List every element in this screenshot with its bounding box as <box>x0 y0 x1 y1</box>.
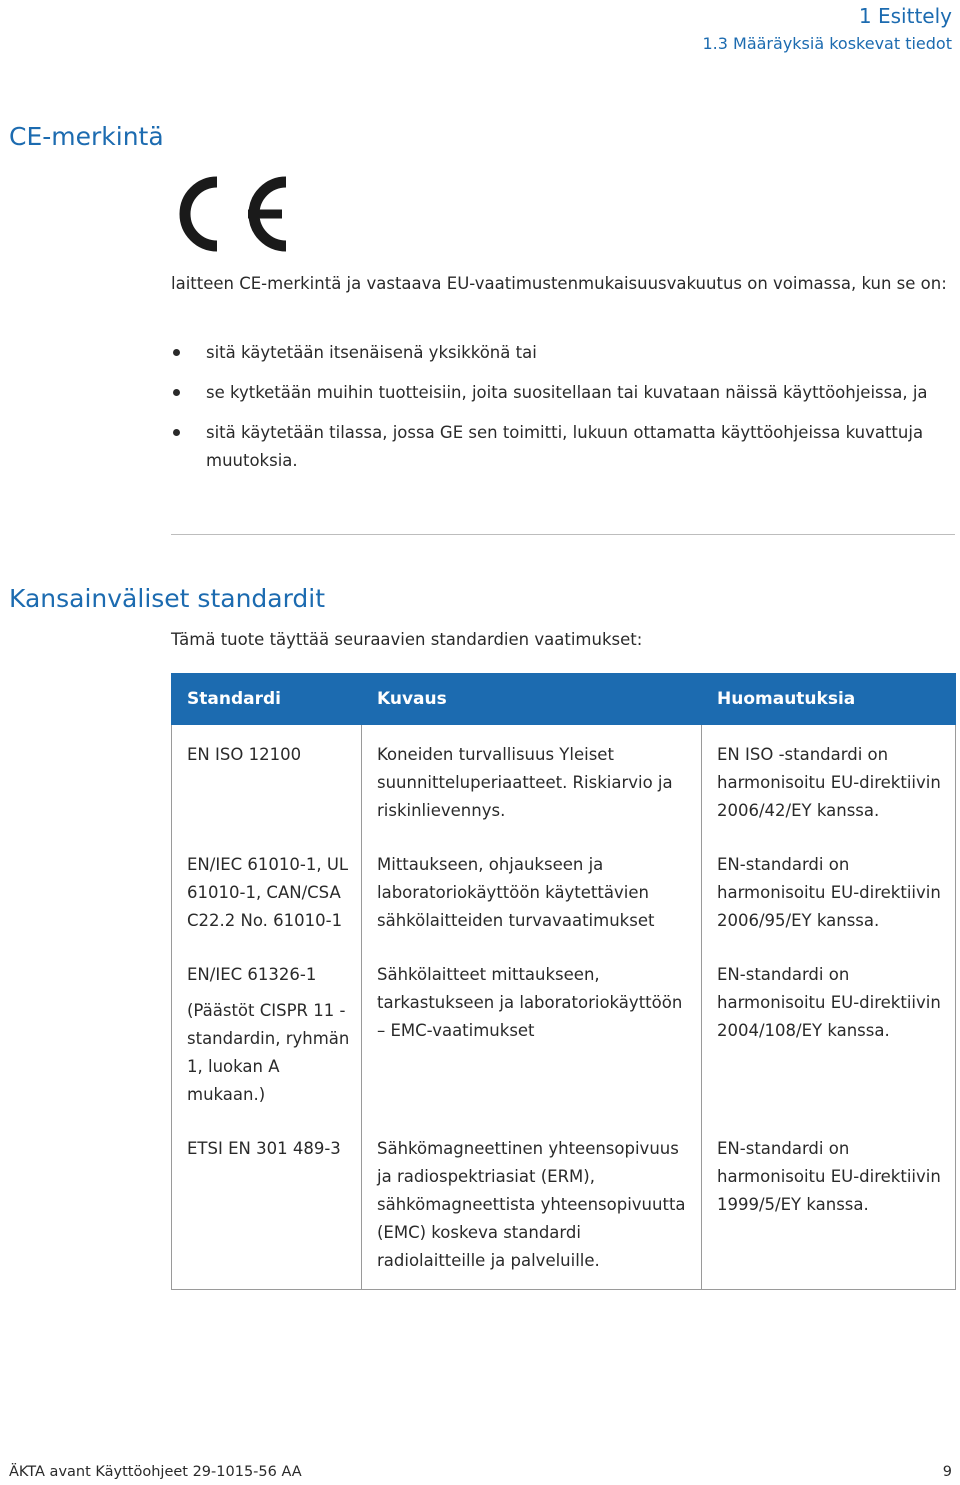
standard-code: EN/IEC 61326-1 <box>187 965 317 984</box>
cell-remarks: EN-standardi on harmonisoitu EU-direktiivin 2006/95/EY kanssa. <box>702 835 956 945</box>
standards-section-title: Kansainväliset standardit <box>9 584 326 613</box>
cell-remarks: EN-standardi on harmonisoitu EU-direktiivin 2004/108/EY kanssa. <box>702 945 956 1119</box>
table-row <box>172 725 956 836</box>
ce-conditions-list <box>171 339 956 475</box>
ce-section-title: CE-merkintä <box>9 122 164 151</box>
ce-mark-icon <box>170 170 292 258</box>
list-item: se kytketään muihin tuotteisiin, joita suositellaan tai kuvataan näissä käyttöohjeissa, ja <box>171 379 956 407</box>
standards-table <box>171 673 956 1290</box>
ce-mark-e-bar <box>248 210 282 219</box>
table-row <box>172 945 956 1119</box>
cell-description: Mittaukseen, ohjaukseen ja laboratoriokäyttöön käytettävien sähkölaitteiden turvavaatimukset <box>362 835 702 945</box>
table-header-row <box>172 674 956 725</box>
footer-manual-title: ÄKTA avant Käyttöohjeet 29-1015-56 AA <box>9 1464 302 1480</box>
chapter-heading: 1 Esittely <box>858 4 952 28</box>
column-header-standard: Standardi <box>172 674 362 725</box>
cell-description: Sähkömagneettinen yhteensopivuus ja radiospektriasiat (ERM), sähkömagneettista yhteensopivuutta (EMC) koskeva standardi radiolaitteille ja palveluille. <box>362 1119 702 1290</box>
page-number: 9 <box>942 1464 952 1480</box>
ce-mark-c <box>185 182 217 246</box>
standard-code: ETSI EN 301 489-3 <box>187 1139 341 1158</box>
cell-remarks: EN ISO -standardi on harmonisoitu EU-direktiivin 2006/42/EY kanssa. <box>702 725 956 836</box>
standard-code: EN ISO 12100 <box>187 745 302 764</box>
cell-standard <box>172 945 362 1119</box>
standards-intro-text: Tämä tuote täyttää seuraavien standardien vaatimukset: <box>171 630 643 649</box>
cell-description: Sähkölaitteet mittaukseen, tarkastukseen ja laboratoriokäyttöön – EMC-vaatimukset <box>362 945 702 1119</box>
list-item: sitä käytetään itsenäisenä yksikkönä tai <box>171 339 956 367</box>
ce-intro-text: laitteen CE-merkintä ja vastaava EU-vaatimustenmukaisuusvakuutus on voimassa, kun se on: <box>171 274 947 293</box>
cell-standard <box>172 725 362 836</box>
section-divider <box>171 534 955 535</box>
cell-standard <box>172 835 362 945</box>
cell-description: Koneiden turvallisuus Yleiset suunnitteluperiaatteet. Riskiarvio ja riskinlievennys. <box>362 725 702 836</box>
standard-note: (Päästöt CISPR 11 -standardin, ryhmän 1, luokan A mukaan.) <box>187 1001 350 1104</box>
cell-remarks: EN-standardi on harmonisoitu EU-direktiivin 1999/5/EY kanssa. <box>702 1119 956 1290</box>
column-header-remarks: Huomautuksia <box>702 674 956 725</box>
column-header-description: Kuvaus <box>362 674 702 725</box>
section-heading: 1.3 Määräyksiä koskevat tiedot <box>702 34 952 53</box>
list-item: sitä käytetään tilassa, jossa GE sen toimitti, lukuun ottamatta käyttöohjeissa kuvattuja muutoksia. <box>171 419 956 475</box>
standard-code: EN/IEC 61010-1, UL 61010-1, CAN/CSA C22.2 No. 61010-1 <box>187 855 349 930</box>
table-row <box>172 1119 956 1290</box>
table-row <box>172 835 956 945</box>
cell-standard <box>172 1119 362 1290</box>
